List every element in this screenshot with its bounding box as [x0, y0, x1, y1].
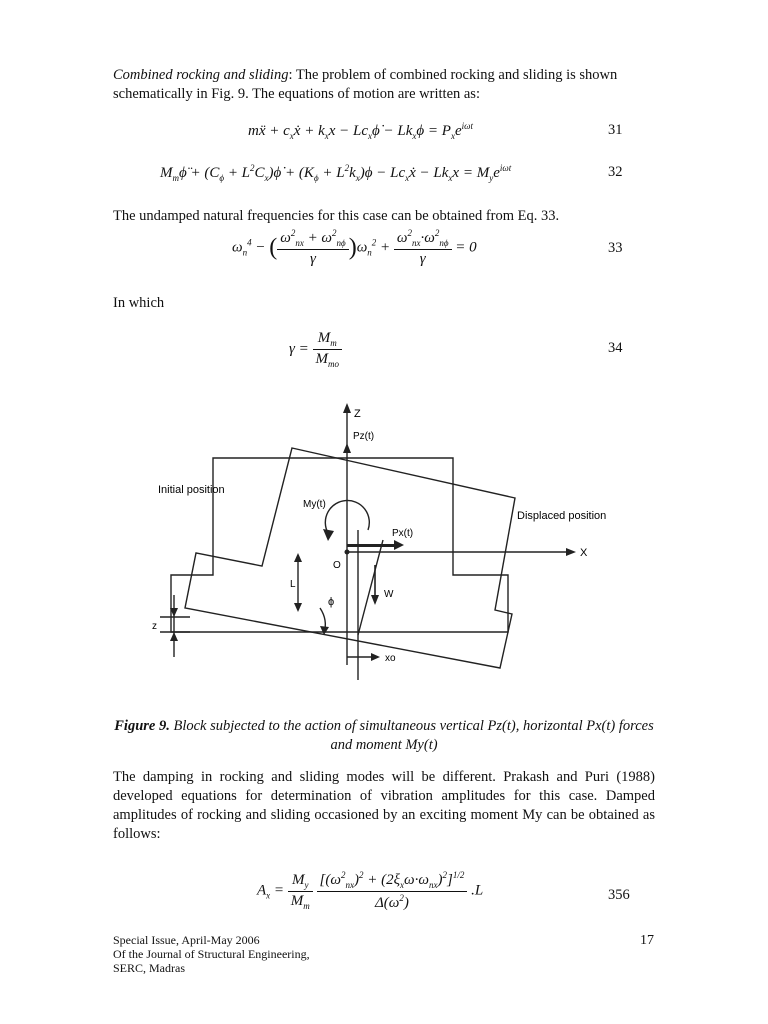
figure-label-initial: Initial position — [158, 484, 225, 496]
damping-paragraph: The damping in rocking and sliding modes will be different. Prakash and Puri (1988) developed equations for determination of vibration amplitudes for this case. Damped amplitudes of rocking and sliding occasioned by an exciting moment My can be obtained as follows: — [113, 769, 655, 842]
footer-line-1: Special Issue, April-May 2006 — [113, 933, 260, 947]
figure-label-xo: xo — [385, 653, 396, 664]
intro-text: : The problem of combined rocking and sliding is shown schematically in Fig. 9. The equations of motion are written as: — [113, 67, 618, 102]
equation-32: $M_m\phï + (C_\phi$ + $L^2C_x)\phi̇ + (K_\phi + L^2k_x)\phi$ − $Lc_xẋ - Lk_xx = M_ye^{i\omega t}$ — [160, 163, 512, 183]
displaced-block-outline — [185, 448, 515, 668]
equation-31-number: 31 — [608, 122, 623, 138]
figure-label-pz: Pz(t) — [353, 431, 375, 442]
equation-35: $A_x$ = $\frac{M_y}{M_m}$ $\frac{[(\omega^2_{nx})^2 + (2\xi_x\omega\cdot\omega_{nx})^2]^{1/2}}{\Delta(\omega^2)}$ .L — [257, 870, 484, 911]
figure-label-my: My(t) — [303, 499, 326, 510]
page-footer — [113, 933, 310, 975]
figure-label-w: W — [384, 589, 394, 600]
footer-line-3: SERC, Madras — [113, 961, 185, 975]
figure-label-l: L — [290, 579, 296, 590]
equation-35-number: 356 — [608, 887, 630, 903]
figure-caption-label: Figure 9. — [114, 718, 170, 734]
intro-paragraph — [113, 66, 655, 104]
figure-label-px: Px(t) — [392, 528, 414, 539]
equation-31: mẍ + $c_xẋ + k_xx$ − $Lc_x\phi̇ - Lk_x\phi = P_xe^{i\omega t}$ — [248, 121, 474, 141]
figure-label-displaced: Displaced position — [517, 510, 607, 522]
footer-line-2: Of the Journal of Structural Engineering, — [113, 947, 310, 961]
figure-label-origin: O — [333, 560, 341, 571]
page-number: 17 — [640, 933, 654, 948]
equation-34-number: 34 — [608, 340, 623, 356]
figure-label-z-axis: Z — [354, 408, 361, 420]
equation-34: γ = $\frac{M_m}{M_{mo}}$ — [289, 330, 342, 369]
in-which-text: In which — [113, 295, 165, 311]
equation-33-number: 33 — [608, 240, 623, 256]
intro-title: Combined rocking and sliding — [113, 67, 289, 83]
figure-caption-text: Block subjected to the action of simultaneous vertical Pz(t), horizontal Px(t) forces and moment My(t) — [173, 718, 654, 753]
figure-label-phi: ϕ — [328, 596, 335, 608]
figure-9-caption — [113, 717, 655, 755]
figure-label-z-small: z — [152, 621, 157, 632]
undamped-paragraph: The undamped natural frequencies for this case can be obtained from Eq. 33. — [113, 208, 560, 224]
equation-33: $\omega_n^4$ − ( $\frac{\omega^2_{nx} + \omega^2_{n\phi}}{\gamma}$ )$\omega_n^2$ + $\frac{\omega^2_{nx}\cdot\omega^2_{n\phi}}{\gamma}$ = 0 — [232, 228, 477, 267]
figure-label-x-axis: X — [580, 547, 588, 559]
equation-32-number: 32 — [608, 164, 623, 180]
figure-9-diagram — [140, 395, 630, 715]
